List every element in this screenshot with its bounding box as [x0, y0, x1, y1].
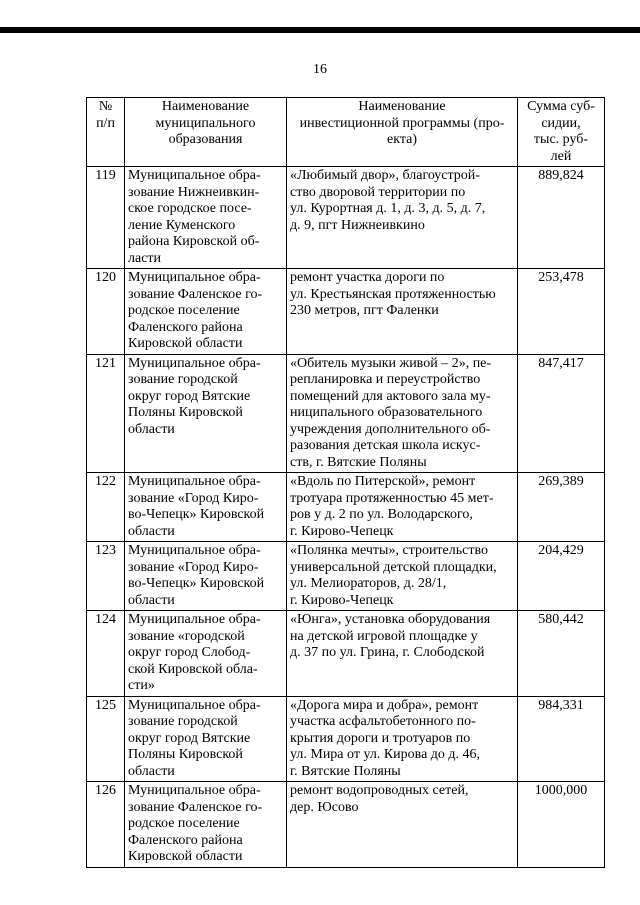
row-program: «Любимый двор», благоустрой- ство дворовой территории по ул. Курортная д. 1, д. 3, д. 5, д. 7, д. 9, пгт Нижнеивкино [287, 167, 518, 269]
row-number: 124 [87, 611, 125, 697]
row-number: 125 [87, 696, 125, 782]
table-header-row [87, 98, 605, 167]
row-subsidy-sum: 984,331 [518, 696, 605, 782]
table-row [87, 542, 605, 611]
header-num: № п/п [87, 98, 125, 167]
row-number: 122 [87, 473, 125, 542]
row-municipality: Муниципальное обра- зование «Город Киро- во-Чепецк» Кировской области [125, 542, 287, 611]
header-program: Наименование инвестиционной программы (про- екта) [287, 98, 518, 167]
row-program: ремонт участка дороги по ул. Крестьянская протяженностью 230 метров, пгт Фаленки [287, 269, 518, 355]
row-program: «Вдоль по Питерской», ремонт тротуара протяженностью 45 мет- ров у д. 2 по ул. Володарского, г. Кирово-Чепецк [287, 473, 518, 542]
header-sum: Сумма суб- сидии, тыс. руб- лей [518, 98, 605, 167]
row-program: «Дорога мира и добра», ремонт участка асфальтобетонного по- крытия дороги и тротуаров по ул. Мира от ул. Кирова до д. 46, г. Вятские Поляны [287, 696, 518, 782]
subsidy-table [86, 97, 605, 868]
row-municipality: Муниципальное обра- зование «Город Киро- во-Чепецк» Кировской области [125, 473, 287, 542]
table-row [87, 473, 605, 542]
table-row [87, 354, 605, 473]
top-rule [0, 27, 640, 33]
row-subsidy-sum: 269,389 [518, 473, 605, 542]
row-municipality: Муниципальное обра- зование Нижнеивкин- ское городское посе- ление Куменского района Кировской об- ласти [125, 167, 287, 269]
row-number: 123 [87, 542, 125, 611]
row-subsidy-sum: 204,429 [518, 542, 605, 611]
row-program: «Полянка мечты», строительство универсальной детской площадки, ул. Мелиораторов, д. 28/1, г. Кирово-Чепецк [287, 542, 518, 611]
table-row [87, 611, 605, 697]
table-row [87, 696, 605, 782]
row-subsidy-sum: 253,478 [518, 269, 605, 355]
header-municipality: Наименование муниципального образования [125, 98, 287, 167]
page-number: 16 [313, 62, 327, 77]
table-row [87, 167, 605, 269]
row-number: 126 [87, 782, 125, 868]
row-municipality: Муниципальное обра- зование Фаленское го- родское поселение Фаленского района Кировской области [125, 782, 287, 868]
table-row [87, 782, 605, 868]
row-program: ремонт водопроводных сетей, дер. Юсово [287, 782, 518, 868]
row-municipality: Муниципальное обра- зование городской округ город Вятские Поляны Кировской области [125, 354, 287, 473]
row-program: «Обитель музыки живой – 2», пе- репланировка и переустройство помещений для актового зала му- ниципального образовательного учреждения дополнительного об- разования детская школа искус- ств, г. Вятские Поляны [287, 354, 518, 473]
row-number: 119 [87, 167, 125, 269]
row-subsidy-sum: 847,417 [518, 354, 605, 473]
row-number: 121 [87, 354, 125, 473]
row-municipality: Муниципальное обра- зование «городской округ город Слобод- ской Кировской обла- сти» [125, 611, 287, 697]
row-number: 120 [87, 269, 125, 355]
row-subsidy-sum: 1000,000 [518, 782, 605, 868]
row-municipality: Муниципальное обра- зование городской округ город Вятские Поляны Кировской области [125, 696, 287, 782]
table-row [87, 269, 605, 355]
row-subsidy-sum: 889,824 [518, 167, 605, 269]
row-subsidy-sum: 580,442 [518, 611, 605, 697]
row-municipality: Муниципальное обра- зование Фаленское го- родское поселение Фаленского района Кировской области [125, 269, 287, 355]
row-program: «Юнга», установка оборудования на детской игровой площадке у д. 37 по ул. Грина, г. Слободской [287, 611, 518, 697]
